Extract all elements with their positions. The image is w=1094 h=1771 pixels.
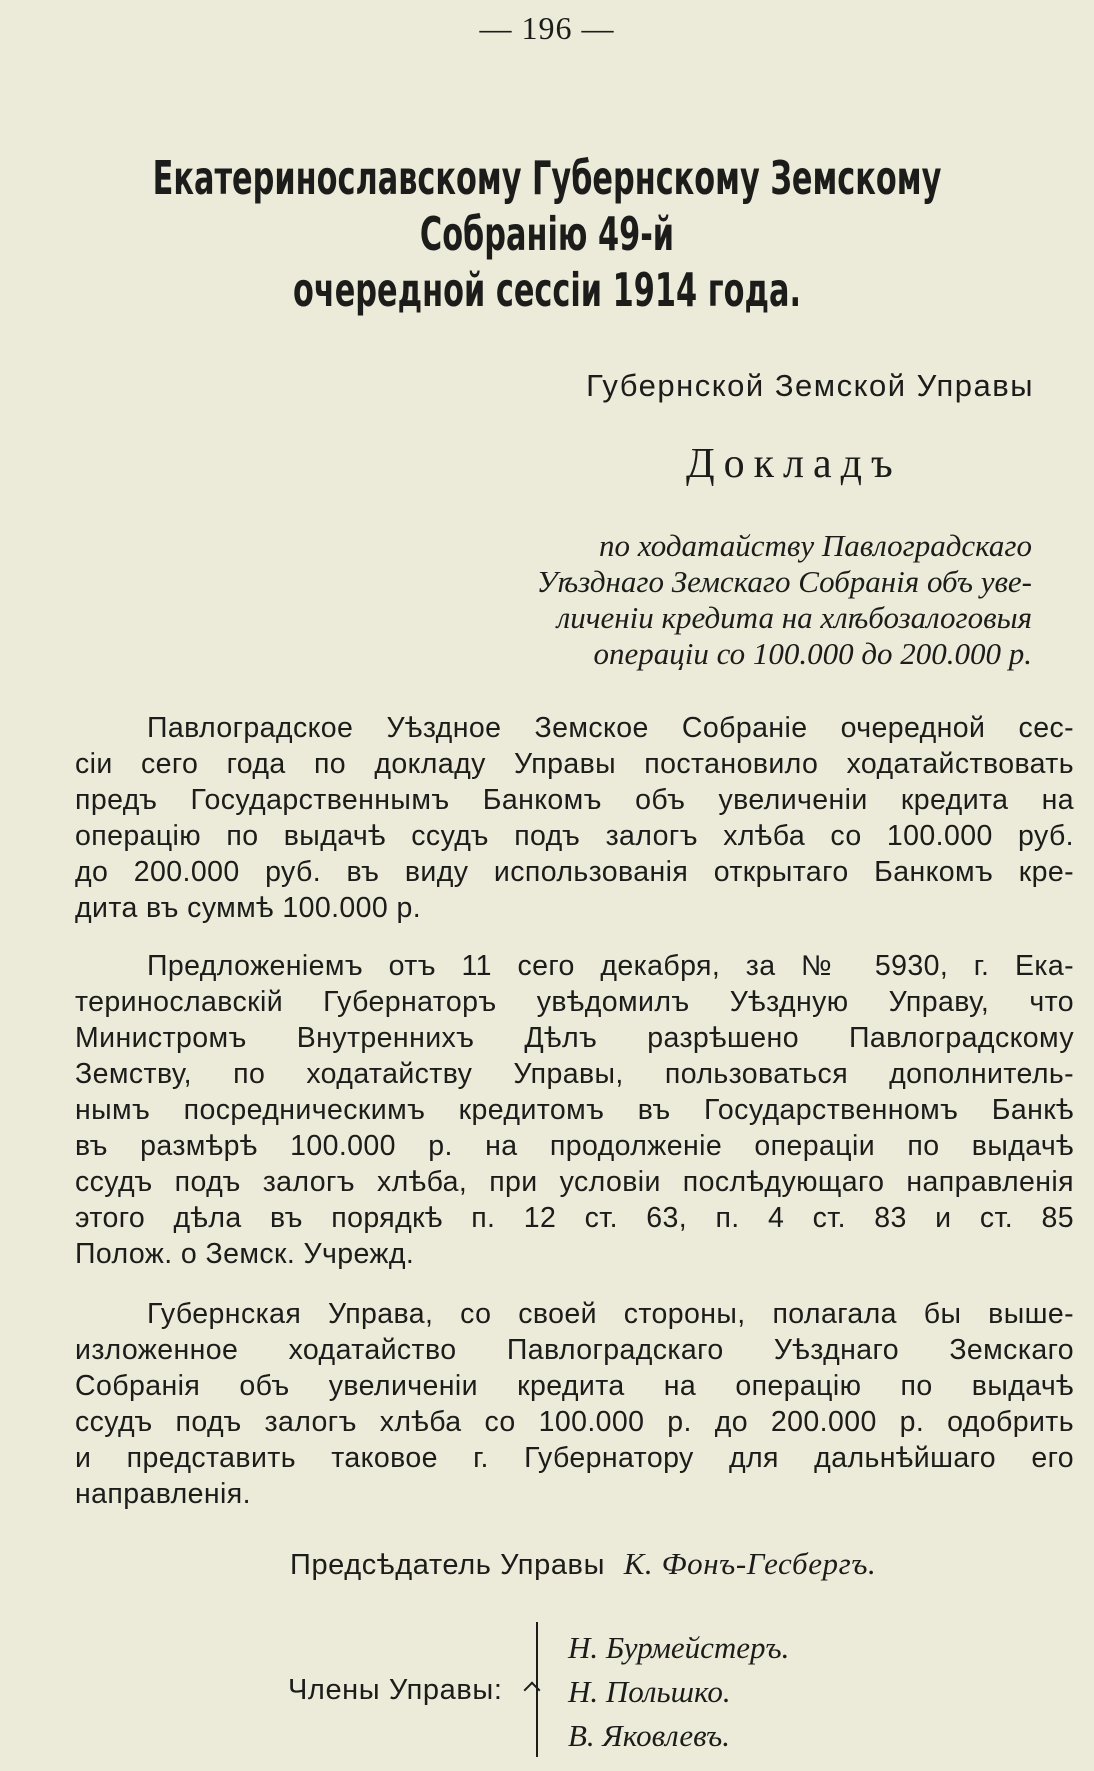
subject-line: операціи со 100.000 до 200.000 р. bbox=[593, 636, 1032, 671]
paragraph-1 bbox=[75, 710, 1074, 926]
paragraph-line: сіи сего года по докладу Управы постановило ходатайствовать bbox=[75, 748, 1074, 780]
paragraph-line: ссудъ подъ залогъ хлѣба, при условіи послѣдующаго направленія bbox=[75, 1166, 1074, 1198]
members-label: Члены Управы: bbox=[288, 1674, 503, 1706]
chairman-signature bbox=[290, 1546, 876, 1582]
paragraph-line: Губернская Управа, со своей стороны, полагала бы выше- bbox=[147, 1298, 1074, 1330]
paragraph-3 bbox=[75, 1296, 1074, 1512]
members-brace bbox=[536, 1622, 548, 1757]
subject-line: личеніи кредита на хлѣбозалоговыя bbox=[556, 600, 1032, 635]
paragraph-line: и представить таковое г. Губернатору для дальнѣйшаго его bbox=[75, 1442, 1074, 1474]
paragraph-line: этого дѣла въ порядкѣ п. 12 ст. 63, п. 4 ст. 83 и ст. 85 bbox=[75, 1202, 1074, 1234]
members-list bbox=[568, 1626, 789, 1758]
paragraph-line: дита въ суммѣ 100.000 р. bbox=[75, 892, 422, 924]
paragraph-line: теринославскій Губернаторъ увѣдомилъ Уѣздную Управу, что bbox=[75, 986, 1074, 1018]
page-number: — 196 — bbox=[479, 10, 615, 46]
paragraph-line: изложенное ходатайство Павлоградскаго Уѣзднаго Земскаго bbox=[75, 1334, 1074, 1366]
paragraph-2 bbox=[75, 948, 1074, 1272]
paragraph-line: ссудъ подъ залогъ хлѣба со 100.000 р. до 200.000 р. одобрить bbox=[75, 1406, 1074, 1438]
paragraph-line: въ размѣрѣ 100.000 р. на продолженіе операціи по выдачѣ bbox=[75, 1130, 1074, 1162]
chairman-name: К. Фонъ-Гесбергъ. bbox=[623, 1546, 877, 1581]
paragraph-line: Предложеніемъ отъ 11 сего декабря, за № 5930, г. Ека- bbox=[147, 950, 1074, 982]
member-name: Н. Бурмейстеръ. bbox=[568, 1630, 790, 1665]
paragraph-line: Земству, по ходатайству Управы, пользоваться дополнитель- bbox=[75, 1058, 1074, 1090]
member-name: Н. Польшко. bbox=[568, 1674, 731, 1709]
paragraph-line: операцію по выдачѣ ссудъ подъ залогъ хлѣба со 100.000 руб. bbox=[75, 820, 1074, 852]
paragraph-line: Полож. о Земск. Учрежд. bbox=[75, 1238, 415, 1270]
subject-line: Уѣзднаго Земскаго Собранія объ уве- bbox=[536, 564, 1032, 599]
document-title bbox=[0, 150, 1094, 318]
paragraph-line: нымъ посредническимъ кредитомъ въ Государственномъ Банкѣ bbox=[75, 1094, 1074, 1126]
document-type-heading: Докладъ bbox=[686, 441, 902, 487]
paragraph-line: Павлоградское Уѣздное Земское Собраніе очередной сес- bbox=[147, 712, 1074, 744]
paragraph-line: Собранія объ увеличеніи кредита на операцію по выдачѣ bbox=[75, 1370, 1074, 1402]
member-name: В. Яковлевъ. bbox=[568, 1718, 731, 1753]
report-subject bbox=[412, 528, 1032, 672]
title-line-2: очередной сессіи 1914 года. bbox=[293, 263, 801, 317]
paragraph-line: предъ Государственнымъ Банкомъ объ увеличеніи кредита на bbox=[75, 784, 1074, 816]
paragraph-line: до 200.000 руб. въ виду использованія открытаго Банкомъ кре- bbox=[75, 856, 1074, 888]
title-line-1: Екатеринославскому Губернскому Земскому Собранію 49-й bbox=[152, 151, 942, 261]
paragraph-line: Министромъ Внутреннихъ Дѣлъ разрѣшено Павлоградскому bbox=[75, 1022, 1074, 1054]
authority-heading: Губернской Земской Управы bbox=[586, 368, 1034, 403]
paragraph-line: направленія. bbox=[75, 1478, 251, 1510]
chairman-label: Предсѣдатель Управы bbox=[290, 1549, 606, 1581]
subject-line: по ходатайству Павлоградскаго bbox=[599, 528, 1032, 563]
